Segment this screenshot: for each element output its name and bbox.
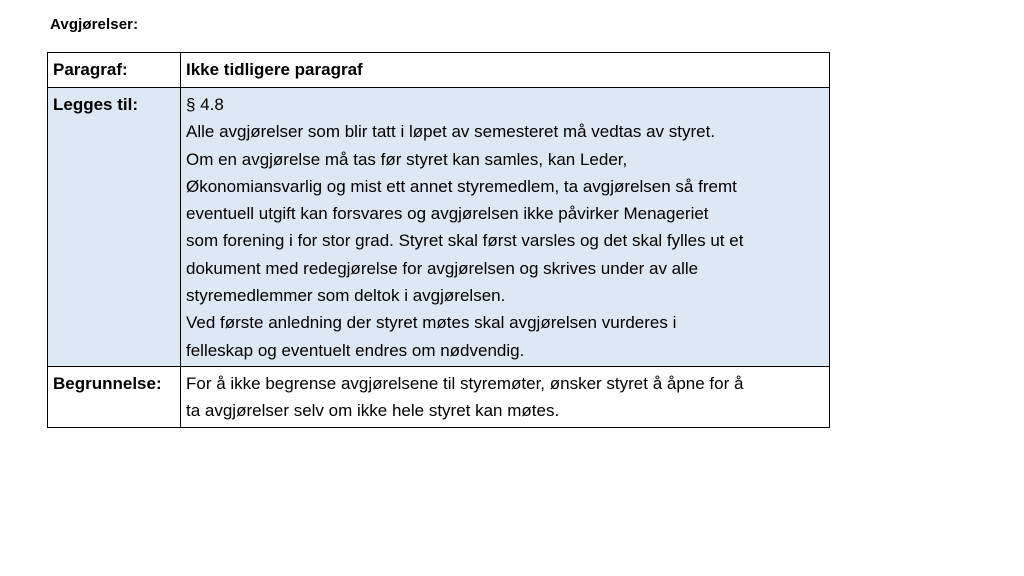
paragraf-value: Ikke tidligere paragraf: [181, 53, 830, 88]
legges-til-label: Legges til:: [48, 88, 181, 367]
table-row-legges-til: [48, 88, 830, 367]
begrunnelse-line: ta avgjørelser selv om ikke hele styret kan møtes.: [186, 401, 560, 421]
legges-til-line: styremedlemmer som deltok i avgjørelsen.: [186, 286, 506, 306]
table-row-begrunnelse: [48, 366, 830, 427]
legges-til-line: Alle avgjørelser som blir tatt i løpet av semesteret må vedtas av styret.: [186, 122, 716, 142]
table-row-paragraf: [48, 53, 830, 88]
decision-table: [47, 52, 830, 428]
legges-til-line: dokument med redegjørelse for avgjørelsen og skrives under av alle: [186, 258, 699, 278]
legges-til-line: § 4.8: [186, 95, 224, 114]
begrunnelse-line: For å ikke begrense avgjørelsene til styremøter, ønsker styret å åpne for å: [186, 373, 744, 393]
begrunnelse-label: Begrunnelse:: [48, 366, 181, 427]
legges-til-line: Om en avgjørelse må tas før styret kan samles, kan Leder,: [186, 149, 628, 169]
legges-til-line: Økonomiansvarlig og mist ett annet styremedlem, ta avgjørelsen så fremt: [186, 176, 737, 196]
legges-til-line: eventuell utgift kan forsvares og avgjørelsen ikke påvirker Menageriet: [186, 204, 709, 224]
page-heading: Avgjørelser:: [50, 16, 139, 33]
legges-til-line: felleskap og eventuelt endres om nødvendig.: [186, 340, 525, 360]
begrunnelse-text: [181, 366, 830, 427]
legges-til-text: [181, 88, 830, 367]
legges-til-line: Ved første anledning der styret møtes skal avgjørelsen vurderes i: [186, 313, 677, 333]
paragraf-label: Paragraf:: [48, 53, 181, 88]
legges-til-line: som forening i for stor grad. Styret skal først varsles og det skal fylles ut et: [186, 231, 744, 251]
